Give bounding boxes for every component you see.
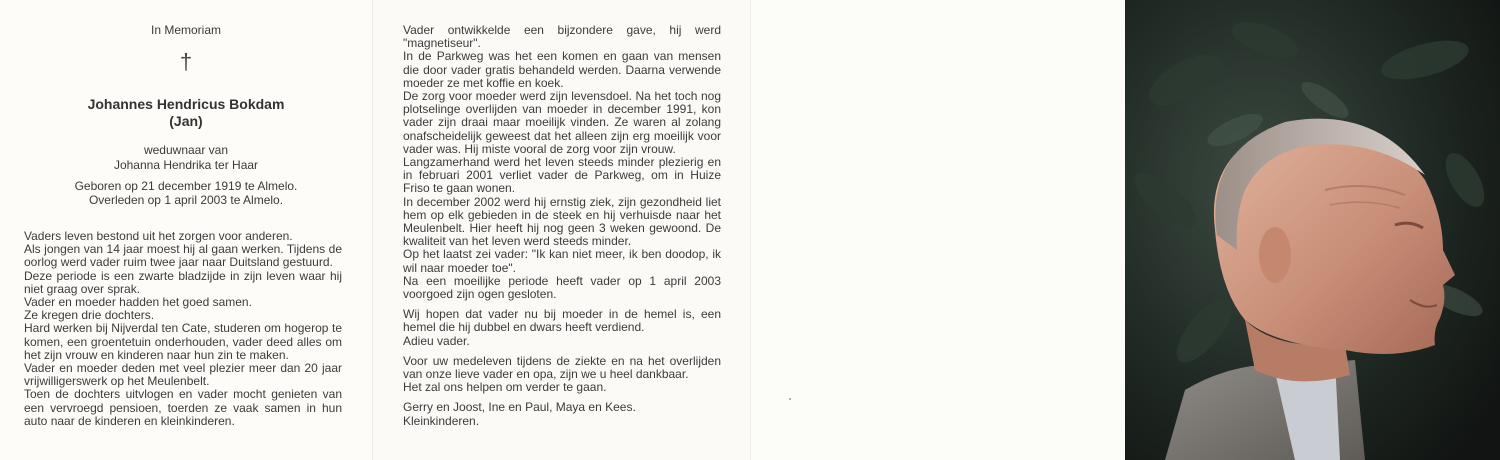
- middle-panel: [372, 0, 751, 460]
- paragraph: Het zal ons helpen om verder te gaan.: [403, 380, 607, 395]
- birth-line: Geboren op 21 december 1919 te Almelo.: [74, 179, 298, 193]
- middle-body-text: [403, 24, 721, 428]
- paragraph: Op het laatst zei vader: "Ik kan niet meer, ik ben doodop, ik wil naar moeder toe".: [403, 247, 721, 275]
- widower-label: weduwnaar van: [143, 143, 229, 157]
- signature-line: Kleinkinderen.: [403, 413, 480, 428]
- deceased-nickname: (Jan): [169, 113, 203, 129]
- spouse-name: Johanna Hendrika ter Haar: [113, 158, 259, 172]
- paragraph: Wij hopen dat vader nu bij moeder in de hemel is, een hemel die hij dubbel en dwars heeft verdiend.: [403, 307, 721, 335]
- left-body-text: [24, 230, 342, 428]
- signature-line: Gerry en Joost, Ine en Paul, Maya en Kees.: [403, 400, 636, 415]
- paragraph: De zorg voor moeder werd zijn levensdoel. Na het toch nog plotselinge overlijden van moeder in december 1991, kon vader zijn draai maar moeilijk vinden. Ze waren al zolang onafscheidelijk geweest dat het alleen zijn erg moeilijk voor vader was. Hij miste vooral de zorg voor zijn vrouw.: [403, 89, 721, 156]
- paragraph: Ze kregen drie dochters.: [24, 308, 155, 323]
- heading: In Memoriam: [150, 23, 221, 37]
- paragraph: In de Parkweg was het een komen en gaan van mensen die door vader gratis behandeld werden. Daarna verwende moeder ze met koffie en koek.: [403, 49, 721, 90]
- left-panel: [0, 0, 372, 460]
- blank-panel: [750, 0, 1126, 460]
- portrait-photo: [1125, 0, 1500, 460]
- speck: [789, 398, 791, 400]
- paragraph: Adieu vader.: [403, 333, 470, 348]
- paragraph: Deze periode is een zwarte bladzijde in zijn leven waar hij niet graag over sprak.: [24, 268, 342, 296]
- paragraph: Vader ontwikkelde een bijzondere gave, hij werd "magnetiseur".: [403, 23, 721, 51]
- paragraph: Toen de dochters uitvlogen en vader mocht genieten van een vervroegd pensioen, toerden ze vaak samen in hun auto naar de kinderen en kleinkinderen.: [24, 387, 342, 428]
- paragraph: Langzamerhand werd het leven steeds minder plezierig en in februari 2001 verliet vader de Parkweg, om in Huize Friso te gaan wonen.: [403, 155, 721, 196]
- portrait-photo-icon: [1125, 0, 1500, 460]
- paragraph: Voor uw medeleven tijdens de ziekte en na het overlijden van onze lieve vader en opa, zijn we u heel dankbaar.: [403, 353, 721, 382]
- death-line: Overleden op 1 april 2003 te Almelo.: [88, 193, 284, 207]
- paragraph: Vaders leven bestond uit het zorgen voor anderen.: [24, 229, 293, 243]
- paragraph: Hard werken bij Nijverdal ten Cate, studeren om hogerop te komen, een groentetuin onderhouden, vader deed alles om het zijn vrouw en kinderen naar hun zin te maken.: [24, 321, 342, 362]
- paragraph: In december 2002 werd hij ernstig ziek, zijn gezondheid liet hem op elk gebieden in de steek en hij verhuisde naar het Meulenbelt. Hier heeft hij nog geen 3 weken gewoond. De kwaliteit van het leven werd steeds minder.: [403, 194, 721, 249]
- cross-icon: †: [179, 49, 193, 74]
- deceased-name: Johannes Hendricus Bokdam: [87, 96, 285, 112]
- paragraph: Na een moeilijke periode heeft vader op 1 april 2003 voorgoed zijn ogen gesloten.: [403, 273, 721, 302]
- paragraph: Als jongen van 14 jaar moest hij al gaan werken. Tijdens de oorlog werd vader ruim twee jaar naar Duitsland gestuurd.: [24, 242, 342, 270]
- paragraph: Vader en moeder hadden het goed samen.: [24, 295, 252, 310]
- paragraph: Vader en moeder deden met veel plezier meer dan 20 jaar vrijwilligerswerk op het Meulenbelt.: [24, 361, 342, 389]
